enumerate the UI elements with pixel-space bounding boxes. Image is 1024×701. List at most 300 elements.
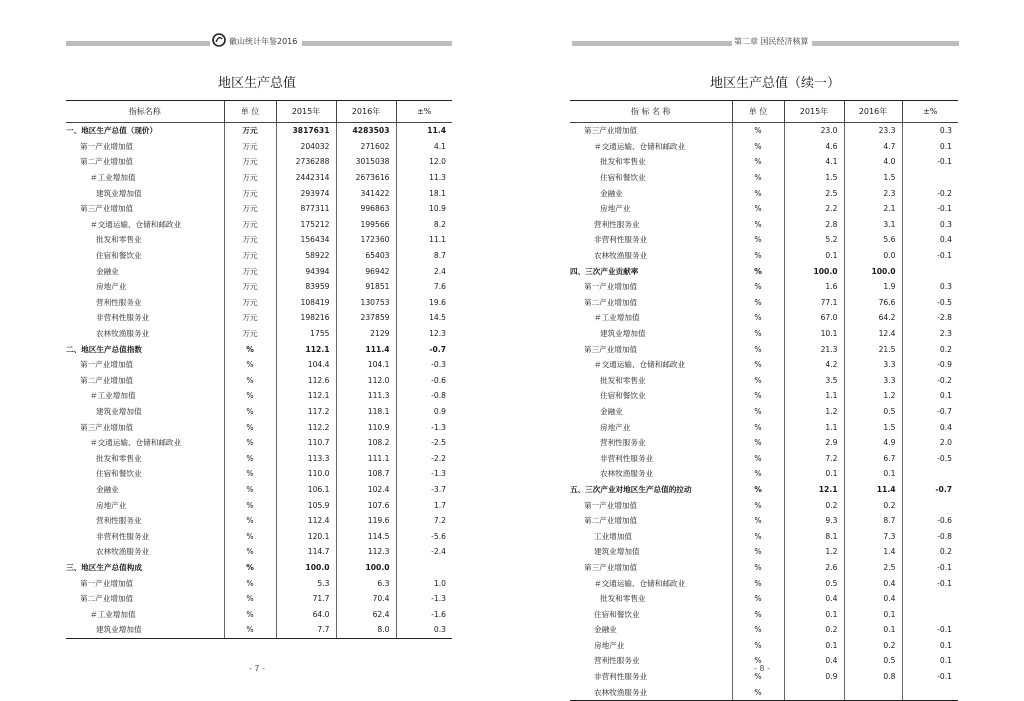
row-unit: % (224, 622, 276, 638)
row-change: -3.7 (396, 482, 452, 498)
row-unit: % (224, 373, 276, 389)
row-unit: % (224, 560, 276, 576)
row-change: -0.1 (902, 248, 958, 264)
row-unit: % (732, 513, 784, 529)
row-unit: % (732, 544, 784, 560)
row-change: -2.8 (902, 310, 958, 326)
row-value-2016: 11.4 (844, 482, 902, 498)
row-value-2016: 8.7 (844, 513, 902, 529)
row-value-2015: 3817631 (276, 123, 336, 139)
table-row (570, 591, 958, 607)
table-row (570, 497, 958, 513)
row-name: 营利性服务业 (594, 656, 640, 666)
row-change: -0.1 (902, 622, 958, 638)
row-value-2016: 1.5 (844, 170, 902, 186)
row-value-2015: 3.5 (784, 373, 844, 389)
row-unit: % (732, 217, 784, 233)
table-body (66, 123, 452, 639)
table-row (570, 388, 958, 404)
table-row (570, 341, 958, 357)
table-row (66, 232, 452, 248)
gdp-table-continued (570, 100, 958, 701)
row-change: 12.0 (396, 154, 452, 170)
row-name: 非营利性服务业 (600, 453, 654, 463)
row-name: 第一产业增加值 (584, 282, 638, 292)
row-value-2016: 2.3 (844, 185, 902, 201)
row-name: 第一产业增加值 (80, 141, 134, 151)
row-name: ＃交通运输、仓储和邮政业 (594, 141, 686, 151)
row-name: ＃交通运输、仓储和邮政业 (90, 219, 182, 229)
row-value-2015: 0.2 (784, 497, 844, 513)
table-row (66, 513, 452, 529)
row-value-2015: 5.2 (784, 232, 844, 248)
gdp-table (66, 100, 452, 639)
row-value-2015: 100.0 (276, 560, 336, 576)
header-rule-left (572, 41, 732, 46)
row-unit: % (224, 357, 276, 373)
row-name: 第一产业增加值 (80, 578, 134, 588)
row-value-2016: 107.6 (336, 497, 396, 513)
row-name: 金融业 (96, 484, 119, 494)
row-unit: 万元 (224, 279, 276, 295)
row-change: -0.7 (396, 341, 452, 357)
table-row (570, 310, 958, 326)
row-value-2016: 111.3 (336, 388, 396, 404)
row-unit: % (732, 575, 784, 591)
row-change: 0.1 (902, 388, 958, 404)
row-change (902, 170, 958, 186)
row-change (396, 560, 452, 576)
page-title: 地区生产总值 (218, 76, 297, 91)
table-row (570, 263, 958, 279)
row-unit: % (732, 310, 784, 326)
row-name: 金融业 (600, 406, 623, 416)
row-value-2015: 0.4 (784, 653, 844, 669)
row-change: 0.2 (902, 544, 958, 560)
row-value-2015: 8.1 (784, 528, 844, 544)
row-value-2016: 4.0 (844, 154, 902, 170)
table-row (570, 295, 958, 311)
row-name: 非营利性服务业 (96, 531, 150, 541)
table-row (570, 419, 958, 435)
row-name: 房地产业 (594, 640, 625, 650)
row-value-2016: 0.4 (844, 575, 902, 591)
row-change (902, 497, 958, 513)
row-value-2015: 2442314 (276, 170, 336, 186)
row-value-2016: 1.2 (844, 388, 902, 404)
row-name: 建筑业增加值 (96, 188, 142, 198)
col-header-indicator: 指 标 名 称 (570, 101, 732, 123)
row-unit: % (224, 450, 276, 466)
row-change: -1.3 (396, 591, 452, 607)
row-change: -0.3 (396, 357, 452, 373)
row-change: -0.6 (902, 513, 958, 529)
table-row (66, 123, 452, 139)
row-value-2015: 112.4 (276, 513, 336, 529)
row-change: -2.5 (396, 435, 452, 451)
row-unit: % (732, 263, 784, 279)
row-change: 0.3 (902, 123, 958, 139)
row-unit: % (224, 435, 276, 451)
table-row (570, 139, 958, 155)
row-unit: 万元 (224, 154, 276, 170)
row-name: 非营利性服务业 (594, 672, 648, 682)
row-change: -1.3 (396, 419, 452, 435)
row-name: 房地产业 (96, 282, 127, 292)
row-name: 第二产业增加值 (584, 516, 638, 526)
row-name: 第三产业增加值 (584, 126, 638, 136)
row-unit: % (732, 591, 784, 607)
row-change: 0.1 (902, 653, 958, 669)
row-unit: 万元 (224, 123, 276, 139)
yearbook-logo-icon (212, 33, 226, 47)
row-value-2016: 21.5 (844, 341, 902, 357)
row-name: 工业增加值 (594, 531, 632, 541)
row-value-2016: 2673616 (336, 170, 396, 186)
row-unit: % (732, 669, 784, 685)
row-value-2015: 112.1 (276, 388, 336, 404)
row-value-2016: 104.1 (336, 357, 396, 373)
row-unit: % (732, 341, 784, 357)
row-name: 五、三次产业对地区生产总值的拉动 (570, 484, 692, 494)
row-change: -0.8 (902, 528, 958, 544)
row-name: 住宿和餐饮业 (96, 469, 142, 479)
row-name: 金融业 (600, 188, 623, 198)
right-page (512, 0, 1024, 700)
row-change: -0.5 (902, 295, 958, 311)
row-value-2015: 108419 (276, 295, 336, 311)
col-header-2015: 2015年 (276, 101, 336, 123)
row-value-2016: 2.5 (844, 560, 902, 576)
row-value-2016: 3015038 (336, 154, 396, 170)
row-change: 18.1 (396, 185, 452, 201)
row-value-2016: 4283503 (336, 123, 396, 139)
row-unit: % (732, 201, 784, 217)
row-unit: % (224, 404, 276, 420)
row-change: 1.0 (396, 575, 452, 591)
row-unit: % (732, 123, 784, 139)
row-change (902, 263, 958, 279)
row-unit: % (732, 466, 784, 482)
row-unit: 万元 (224, 310, 276, 326)
row-value-2016: 112.0 (336, 373, 396, 389)
row-value-2016: 0.0 (844, 248, 902, 264)
page-number: - 7 - (249, 664, 265, 673)
row-value-2016: 1.5 (844, 419, 902, 435)
row-value-2016: 5.6 (844, 232, 902, 248)
row-value-2016: 114.5 (336, 528, 396, 544)
table-row (66, 357, 452, 373)
table-row (66, 326, 452, 342)
row-change: 0.3 (396, 622, 452, 638)
row-value-2016: 0.4 (844, 591, 902, 607)
row-value-2015: 106.1 (276, 482, 336, 498)
table-row (570, 638, 958, 654)
table-row (66, 560, 452, 576)
table-row (66, 263, 452, 279)
row-change: -0.2 (902, 185, 958, 201)
row-unit: % (224, 513, 276, 529)
row-change: 2.0 (902, 435, 958, 451)
running-header: 第二章 国民经济核算 (734, 37, 809, 46)
row-value-2016: 70.4 (336, 591, 396, 607)
row-value-2016: 1.9 (844, 279, 902, 295)
row-change: 8.7 (396, 248, 452, 264)
row-change: -2.4 (396, 544, 452, 560)
row-value-2016: 2.1 (844, 201, 902, 217)
row-name: 第三产业增加值 (584, 344, 638, 354)
row-change: 11.1 (396, 232, 452, 248)
col-header-change: ±% (396, 101, 452, 123)
row-change: -0.1 (902, 201, 958, 217)
row-value-2016: 0.5 (844, 653, 902, 669)
row-change: 2.3 (902, 326, 958, 342)
row-change: -0.1 (902, 669, 958, 685)
row-unit: % (224, 606, 276, 622)
row-name: 农林牧渔服务业 (594, 251, 648, 261)
row-change: -2.2 (396, 450, 452, 466)
row-value-2016: 130753 (336, 295, 396, 311)
table-row (66, 528, 452, 544)
table-row (66, 373, 452, 389)
row-value-2015: 1755 (276, 326, 336, 342)
row-change: 8.2 (396, 217, 452, 233)
table-row (570, 279, 958, 295)
row-name: ＃工业增加值 (90, 391, 136, 401)
row-name: 第三产业增加值 (80, 204, 134, 214)
row-name: 金融业 (96, 266, 119, 276)
row-value-2015: 1.2 (784, 404, 844, 420)
table-row (570, 466, 958, 482)
row-unit: % (732, 606, 784, 622)
row-value-2016: 237859 (336, 310, 396, 326)
row-name: 金融业 (594, 625, 617, 635)
row-value-2016: 112.3 (336, 544, 396, 560)
row-name: 营利性服务业 (594, 219, 640, 229)
row-value-2016: 3.3 (844, 357, 902, 373)
row-change: 12.3 (396, 326, 452, 342)
row-value-2015: 7.7 (276, 622, 336, 638)
row-name: 住宿和餐饮业 (600, 391, 646, 401)
table-row (66, 544, 452, 560)
row-change (902, 606, 958, 622)
row-value-2016: 96942 (336, 263, 396, 279)
table-row (66, 450, 452, 466)
row-value-2016: 172360 (336, 232, 396, 248)
row-name: 农林牧渔服务业 (96, 329, 150, 339)
row-change: -0.1 (902, 154, 958, 170)
row-name: 农林牧渔服务业 (600, 469, 654, 479)
row-value-2015: 293974 (276, 185, 336, 201)
col-header-2016: 2016年 (336, 101, 396, 123)
row-unit: % (732, 482, 784, 498)
row-name: 建筑业增加值 (66, 622, 224, 638)
row-value-2015: 1.1 (784, 388, 844, 404)
table-row (66, 154, 452, 170)
row-unit: % (224, 497, 276, 513)
row-value-2016: 0.1 (844, 606, 902, 622)
row-value-2016: 12.4 (844, 326, 902, 342)
row-unit: % (732, 295, 784, 311)
row-unit: 万元 (224, 295, 276, 311)
row-name: 第二产业增加值 (80, 375, 134, 385)
row-unit: % (224, 544, 276, 560)
row-name: 二、地区生产总值指数 (66, 344, 142, 354)
row-change: 0.3 (902, 217, 958, 233)
row-unit: % (732, 248, 784, 264)
row-value-2015: 112.1 (276, 341, 336, 357)
row-change: 14.5 (396, 310, 452, 326)
row-change: 0.4 (902, 419, 958, 435)
row-change: -0.1 (902, 575, 958, 591)
header-rule-left (66, 41, 210, 46)
row-change: 4.1 (396, 139, 452, 155)
row-value-2015: 110.7 (276, 435, 336, 451)
running-header: 徽山统计年鉴2016 (229, 37, 298, 46)
row-unit: % (224, 419, 276, 435)
row-change: -0.8 (396, 388, 452, 404)
row-change: -1.6 (396, 606, 452, 622)
row-unit: % (732, 170, 784, 186)
table-row (570, 575, 958, 591)
table-row (570, 154, 958, 170)
table-row (66, 497, 452, 513)
table-row (570, 684, 958, 700)
row-value-2015: 0.9 (784, 669, 844, 685)
row-name: 房地产业 (96, 500, 127, 510)
table-row (570, 606, 958, 622)
table-row (570, 513, 958, 529)
table-row (66, 341, 452, 357)
table-body (570, 123, 958, 701)
row-value-2016: 199566 (336, 217, 396, 233)
row-value-2015: 71.7 (276, 591, 336, 607)
row-name: 第二产业增加值 (584, 297, 638, 307)
row-value-2015: 112.6 (276, 373, 336, 389)
row-unit: 万元 (224, 139, 276, 155)
row-value-2016: 111.4 (336, 341, 396, 357)
row-change: -1.3 (396, 466, 452, 482)
row-name: 建筑业增加值 (600, 329, 646, 339)
table-row (66, 482, 452, 498)
row-unit: % (224, 575, 276, 591)
row-value-2015: 4.2 (784, 357, 844, 373)
row-value-2015: 104.4 (276, 357, 336, 373)
row-value-2015: 114.7 (276, 544, 336, 560)
table-row (66, 201, 452, 217)
row-value-2016: 996863 (336, 201, 396, 217)
row-name: 农林牧渔服务业 (96, 547, 150, 557)
row-value-2015: 204032 (276, 139, 336, 155)
table-row (66, 622, 452, 638)
row-unit: % (732, 419, 784, 435)
table-row (66, 388, 452, 404)
table-row (570, 326, 958, 342)
row-value-2015: 7.2 (784, 450, 844, 466)
row-value-2016: 62.4 (336, 606, 396, 622)
row-name: 批发和零售业 (600, 157, 646, 167)
row-name: 三、地区生产总值构成 (66, 562, 142, 572)
row-unit: % (224, 388, 276, 404)
row-value-2016: 108.2 (336, 435, 396, 451)
table-row (570, 201, 958, 217)
row-unit: % (732, 497, 784, 513)
row-change: 0.4 (902, 232, 958, 248)
row-name: 批发和零售业 (600, 375, 646, 385)
row-change: -0.2 (902, 373, 958, 389)
row-change: 11.4 (396, 123, 452, 139)
row-value-2016: 118.1 (336, 404, 396, 420)
row-change: 0.1 (902, 638, 958, 654)
row-value-2015: 2736288 (276, 154, 336, 170)
row-value-2016: 23.3 (844, 123, 902, 139)
table-row (570, 170, 958, 186)
row-value-2015: 94394 (276, 263, 336, 279)
row-value-2016: 3.1 (844, 217, 902, 233)
row-name: ＃工业增加值 (90, 609, 136, 619)
row-name: 第三产业增加值 (584, 562, 638, 572)
row-value-2015: 117.2 (276, 404, 336, 420)
row-value-2015: 156434 (276, 232, 336, 248)
col-header-indicator: 指标名称 (66, 101, 224, 123)
row-name: 四、三次产业贡献率 (570, 266, 639, 276)
row-value-2015: 120.1 (276, 528, 336, 544)
row-unit: 万元 (224, 185, 276, 201)
row-value-2015: 0.5 (784, 575, 844, 591)
row-change: -0.7 (902, 482, 958, 498)
row-value-2016: 6.7 (844, 450, 902, 466)
row-value-2015: 1.2 (784, 544, 844, 560)
row-unit: % (732, 232, 784, 248)
table-row (66, 217, 452, 233)
row-name: ＃交通运输、仓储和邮政业 (594, 360, 686, 370)
row-name: ＃交通运输、仓储和邮政业 (90, 438, 182, 448)
row-value-2016: 64.2 (844, 310, 902, 326)
row-unit: % (732, 684, 784, 700)
row-unit: 万元 (224, 248, 276, 264)
row-value-2016: 102.4 (336, 482, 396, 498)
row-change: -0.5 (902, 450, 958, 466)
row-value-2016: 119.6 (336, 513, 396, 529)
row-value-2015: 1.5 (784, 170, 844, 186)
row-change: -0.9 (902, 357, 958, 373)
row-value-2015: 877311 (276, 201, 336, 217)
row-value-2015: 0.1 (784, 638, 844, 654)
row-unit: % (732, 388, 784, 404)
row-unit: 万元 (224, 217, 276, 233)
row-unit: % (224, 591, 276, 607)
row-name: 营利性服务业 (96, 297, 142, 307)
row-unit: % (732, 185, 784, 201)
row-unit: % (732, 279, 784, 295)
row-change: 19.6 (396, 295, 452, 311)
row-unit: % (732, 435, 784, 451)
table-row (66, 279, 452, 295)
row-value-2016: 3.3 (844, 373, 902, 389)
row-value-2015: 4.1 (784, 154, 844, 170)
row-change: 7.6 (396, 279, 452, 295)
col-header-unit: 单 位 (732, 101, 784, 123)
table-row (66, 310, 452, 326)
table-row (66, 591, 452, 607)
row-value-2015: 0.1 (784, 606, 844, 622)
row-value-2016: 7.3 (844, 528, 902, 544)
row-value-2015 (784, 684, 844, 700)
row-unit: % (732, 560, 784, 576)
table-row (66, 466, 452, 482)
row-value-2015: 1.6 (784, 279, 844, 295)
row-unit: % (732, 404, 784, 420)
